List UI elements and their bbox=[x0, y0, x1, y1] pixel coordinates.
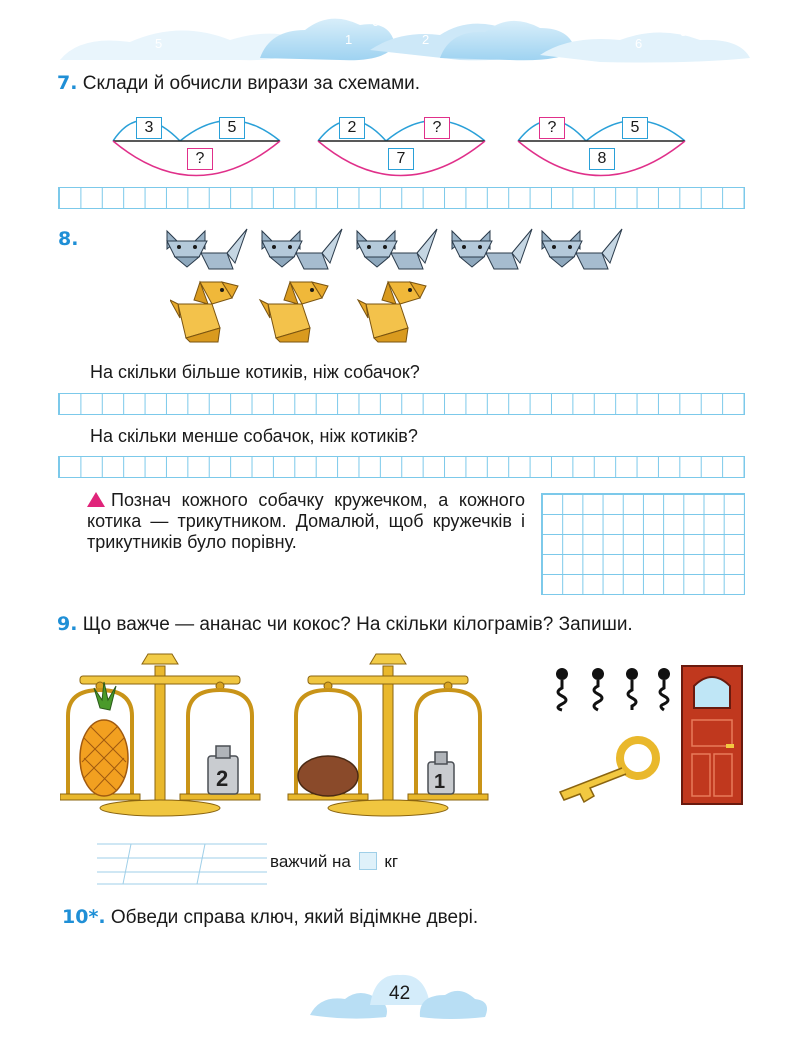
drawing-grid[interactable] bbox=[541, 493, 745, 595]
scheme3-bottom: 8 bbox=[589, 148, 615, 170]
task10-number: 10*. bbox=[62, 906, 106, 928]
task8-number: 8. bbox=[58, 228, 79, 250]
door-icon bbox=[682, 666, 742, 804]
key-option-4-icon bbox=[658, 668, 670, 710]
scheme3-top-right: 5 bbox=[622, 117, 648, 139]
cat-figure bbox=[452, 229, 532, 269]
answer-text: важчий на bbox=[270, 852, 351, 871]
dog-figure bbox=[358, 282, 426, 342]
task8-question1: На скільки більше котиків, ніж собачок? bbox=[90, 362, 420, 382]
answer-sentence bbox=[270, 852, 398, 872]
page-number: 42 bbox=[389, 983, 411, 1004]
task9-text: Що важче — ананас чи кокос? На скільки кілограмів? Запиши. bbox=[82, 614, 633, 635]
header-clouds bbox=[40, 0, 760, 75]
task7-text: Склади й обчисли вирази за схемами. bbox=[82, 73, 421, 94]
answer-writing-lines[interactable] bbox=[97, 838, 267, 888]
scheme2-top-right: ? bbox=[424, 117, 450, 139]
scheme1-top-right: 5 bbox=[219, 117, 245, 139]
header-digit: 3 bbox=[225, 24, 233, 39]
triangle-icon bbox=[87, 492, 105, 507]
golden-key-icon bbox=[560, 740, 656, 802]
header-digit: 5 bbox=[155, 36, 163, 51]
coconut-icon bbox=[298, 756, 358, 796]
cat-figure bbox=[542, 229, 622, 269]
key-option-3-icon bbox=[626, 668, 638, 710]
task10-heading bbox=[62, 906, 478, 929]
cat-figure bbox=[167, 229, 247, 269]
answer-grid-row[interactable] bbox=[58, 187, 745, 209]
weight-1kg-label: 1 bbox=[434, 771, 446, 793]
cat-figure bbox=[357, 229, 437, 269]
task8-extra-task bbox=[87, 490, 525, 553]
cats-row bbox=[165, 218, 635, 278]
task10-text: Обведи справа ключ, який відімкне двері. bbox=[110, 907, 479, 928]
dog-figure bbox=[170, 282, 238, 342]
keys-and-door bbox=[550, 664, 745, 809]
dog-figure bbox=[260, 282, 328, 342]
weight-2kg-label: 2 bbox=[216, 766, 229, 791]
scheme1-bottom: ? bbox=[187, 148, 213, 170]
header-digit: 6 bbox=[635, 36, 643, 51]
key-option-2-icon bbox=[592, 668, 604, 710]
answer-grid-row[interactable] bbox=[58, 456, 745, 478]
header-digit: 2 bbox=[422, 32, 430, 47]
header-digit: 0 bbox=[372, 14, 380, 29]
pineapple-icon bbox=[80, 682, 128, 796]
answer-unit: кг bbox=[384, 852, 399, 871]
header-digit: 4 bbox=[565, 22, 573, 37]
header-digit: 8 bbox=[680, 24, 688, 39]
task9-heading bbox=[57, 613, 633, 636]
answer-box[interactable] bbox=[359, 852, 377, 870]
cat-figure bbox=[262, 229, 342, 269]
scheme1-top-left: 3 bbox=[136, 117, 162, 139]
scheme2-bottom: 7 bbox=[388, 148, 414, 170]
task7-number: 7. bbox=[57, 72, 78, 94]
task9-number: 9. bbox=[57, 613, 78, 635]
header-digit: 7 bbox=[110, 20, 118, 35]
task7-heading bbox=[57, 72, 420, 95]
header-digit: 1 bbox=[345, 32, 353, 47]
task8-question2: На скільки менше собачок, ніж котиків? bbox=[90, 426, 418, 446]
task8-extra-text: Познач кожного собачку кружечком, а кожного котика — трикутником. Домалюй, щоб кружечків і трикутників було порівну. bbox=[87, 490, 525, 552]
scheme3-top-left: ? bbox=[539, 117, 565, 139]
dogs-row bbox=[170, 278, 470, 348]
scales-illustration bbox=[60, 648, 530, 818]
answer-grid-row[interactable] bbox=[58, 393, 745, 415]
task7-scheme-arcs bbox=[100, 100, 700, 185]
scheme2-top-left: 2 bbox=[339, 117, 365, 139]
key-option-1-icon bbox=[556, 668, 568, 710]
